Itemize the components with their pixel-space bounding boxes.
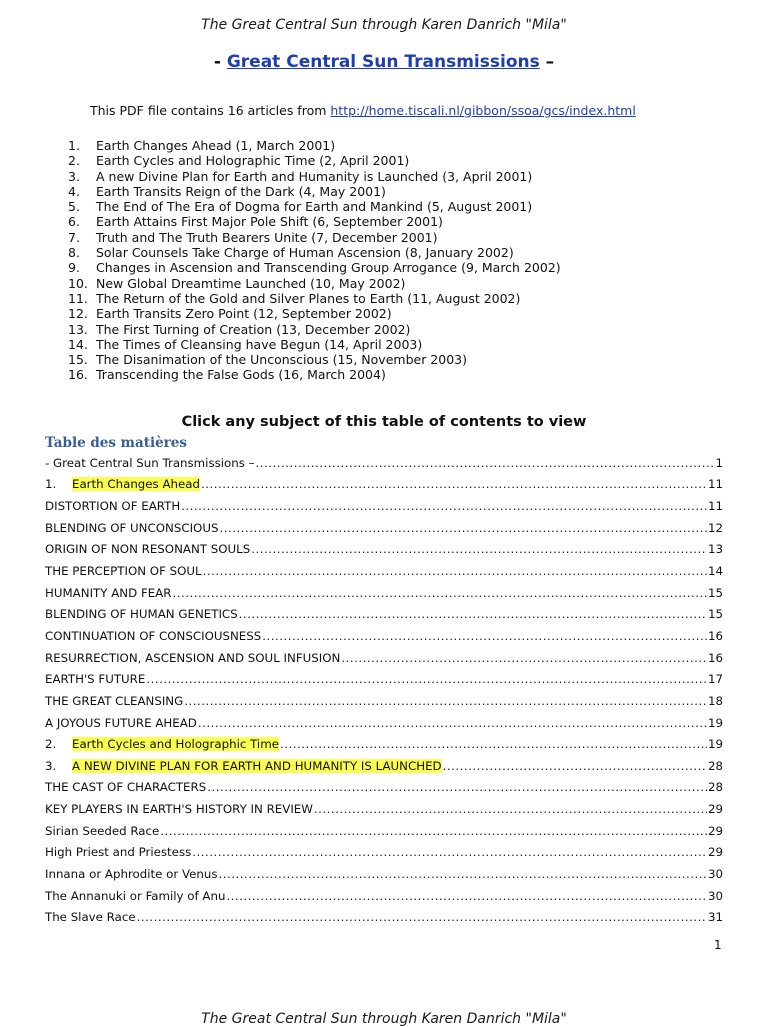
article-list-item xyxy=(68,153,561,168)
toc-entry-page: 19 xyxy=(707,737,723,752)
toc-entry[interactable] xyxy=(45,647,723,669)
toc-entry[interactable] xyxy=(45,863,723,885)
toc-entry-title[interactable]: High Priest and Priestess xyxy=(45,845,192,860)
toc-entry-page: 30 xyxy=(707,866,723,881)
article-title: Changes in Ascension and Transcending Group Arrogance (9, March 2002) xyxy=(96,260,561,276)
article-number: 15. xyxy=(68,352,88,368)
toc-entry[interactable] xyxy=(45,798,723,820)
toc-entry-title[interactable]: Innana or Aphrodite or Venus xyxy=(45,866,218,881)
toc-entry[interactable] xyxy=(45,906,723,928)
article-number: 14. xyxy=(68,336,88,352)
toc-entry-page: 1 xyxy=(715,455,723,470)
article-list-item xyxy=(68,322,561,337)
toc-entry-page: 31 xyxy=(707,910,723,925)
toc-entry-title[interactable]: A NEW DIVINE PLAN FOR EARTH AND HUMANITY IS LAUNCHED xyxy=(72,758,442,773)
page-number: 1 xyxy=(714,938,722,952)
toc-leader-dots xyxy=(201,477,707,491)
article-title: Earth Transits Reign of the Dark (4, May 2001) xyxy=(96,183,386,199)
toc-leader-dots xyxy=(251,542,707,556)
article-list-item xyxy=(68,230,561,245)
article-number: 2. xyxy=(68,153,80,169)
toc-entry-title[interactable]: Earth Changes Ahead xyxy=(72,477,200,492)
toc-entry-page: 11 xyxy=(707,477,723,492)
toc-leader-dots xyxy=(219,521,707,535)
toc-leader-dots xyxy=(146,672,707,686)
page-header-next: The Great Central Sun through Karen Danrich "Mila" xyxy=(201,1011,567,1027)
toc-entry-number: 3. xyxy=(45,758,57,773)
title-link[interactable]: Great Central Sun Transmissions xyxy=(226,52,540,72)
article-number: 8. xyxy=(68,245,80,261)
toc-entry-number: 1. xyxy=(45,477,57,492)
toc-entry-title[interactable]: THE PERCEPTION OF SOUL xyxy=(45,564,202,579)
article-title: The End of The Era of Dogma for Earth and Mankind (5, August 2001) xyxy=(96,199,533,215)
toc-entry-page: 15 xyxy=(707,585,723,600)
toc-entry-page: 17 xyxy=(707,672,723,687)
toc-leader-dots xyxy=(198,716,707,730)
toc-entry-page: 28 xyxy=(707,780,723,795)
toc-entry-page: 11 xyxy=(707,499,723,514)
article-title: A new Divine Plan for Earth and Humanity is Launched (3, April 2001) xyxy=(96,168,533,184)
article-number: 13. xyxy=(68,321,88,337)
toc-entry-page: 28 xyxy=(707,758,723,773)
toc-entry[interactable] xyxy=(45,517,723,539)
toc-entry-page: 16 xyxy=(707,650,723,665)
article-title: Truth and The Truth Bearers Unite (7, December 2001) xyxy=(96,229,438,245)
toc-entry-title[interactable]: The Annanuki or Family of Anu xyxy=(45,888,226,903)
toc-entry-title[interactable]: BLENDING OF HUMAN GENETICS xyxy=(45,607,238,622)
toc-entry-number: 2. xyxy=(45,737,57,752)
toc-entry[interactable] xyxy=(45,474,723,496)
toc-entry-title[interactable]: RESURRECTION, ASCENSION AND SOUL INFUSION xyxy=(45,650,341,665)
toc-entry[interactable] xyxy=(45,582,723,604)
toc-entry-page: 14 xyxy=(707,564,723,579)
toc-entry-page: 18 xyxy=(707,693,723,708)
toc-leader-dots xyxy=(262,629,707,643)
article-list-item xyxy=(68,184,561,199)
article-list-item xyxy=(68,352,561,367)
toc-entry-page: 30 xyxy=(707,888,723,903)
toc-entry-page: 29 xyxy=(707,823,723,838)
article-title: Earth Cycles and Holographic Time (2, April 2001) xyxy=(96,153,410,169)
toc-entry[interactable] xyxy=(45,452,723,474)
article-number: 16. xyxy=(68,367,88,383)
toc-entry-title[interactable]: THE CAST OF CHARACTERS xyxy=(45,780,207,795)
toc-leader-dots xyxy=(239,607,707,621)
article-list-item xyxy=(68,138,561,153)
toc-leader-dots xyxy=(160,824,707,838)
article-title: The Times of Cleansing have Begun (14, April 2003) xyxy=(96,336,423,352)
article-list-item xyxy=(68,245,561,260)
toc-entry[interactable] xyxy=(45,539,723,561)
article-title: Transcending the False Gods (16, March 2004) xyxy=(96,367,386,383)
toc-entry[interactable] xyxy=(45,603,723,625)
toc-title: Table des matières xyxy=(45,435,187,451)
intro-sentence: This PDF file contains 16 articles from xyxy=(90,103,331,118)
toc-entry-title[interactable]: The Slave Race xyxy=(45,910,136,925)
article-list-item xyxy=(68,214,561,229)
toc-entry-page: 29 xyxy=(707,802,723,817)
toc-entry-page: 29 xyxy=(707,845,723,860)
toc-leader-dots xyxy=(181,499,707,513)
toc-leader-dots xyxy=(226,889,707,903)
article-list-item xyxy=(68,291,561,306)
article-list-item xyxy=(68,337,561,352)
toc-leader-dots xyxy=(207,780,707,794)
toc-entry-page: 15 xyxy=(707,607,723,622)
article-list-item xyxy=(68,260,561,275)
article-number: 6. xyxy=(68,214,80,230)
article-list-item xyxy=(68,169,561,184)
toc-leader-dots xyxy=(256,456,715,470)
article-title: The Disanimation of the Unconscious (15, November 2003) xyxy=(96,352,467,368)
toc-entry-page: 19 xyxy=(707,715,723,730)
article-list-item xyxy=(68,199,561,214)
toc-entry-title[interactable]: EARTH'S FUTURE xyxy=(45,672,146,687)
article-number: 11. xyxy=(68,290,88,306)
toc-entry[interactable] xyxy=(45,668,723,690)
toc-entry[interactable] xyxy=(45,712,723,734)
toc-entry[interactable] xyxy=(45,842,723,864)
toc-leader-dots xyxy=(137,910,707,924)
toc-entry-title[interactable]: Sirian Seeded Race xyxy=(45,823,160,838)
toc-instruction: Click any subject of this table of contents to view xyxy=(181,414,587,430)
intro-text xyxy=(90,103,636,118)
article-number: 9. xyxy=(68,260,80,276)
toc-entry[interactable] xyxy=(45,625,723,647)
title-suffix: – xyxy=(539,52,555,72)
toc-entry[interactable] xyxy=(45,755,723,777)
article-list-item xyxy=(68,367,561,382)
toc-entry-title[interactable]: HUMANITY AND FEAR xyxy=(45,585,172,600)
toc-entry-title[interactable]: Earth Cycles and Holographic Time xyxy=(72,737,279,752)
toc-leader-dots xyxy=(192,845,707,859)
toc-leader-dots xyxy=(341,651,707,665)
toc-entry-title[interactable]: KEY PLAYERS IN EARTH'S HISTORY IN REVIEW xyxy=(45,802,313,817)
source-url-link[interactable]: http://home.tiscali.nl/gibbon/ssoa/gcs/index.html xyxy=(330,103,636,118)
toc-entry-title[interactable]: ORIGIN OF NON RESONANT SOULS xyxy=(45,542,251,557)
toc-entry[interactable] xyxy=(45,733,723,755)
article-number: 1. xyxy=(68,138,80,153)
toc-entry[interactable] xyxy=(45,560,723,582)
article-title: Solar Counsels Take Charge of Human Ascension (8, January 2002) xyxy=(96,245,514,261)
document-title xyxy=(0,52,768,72)
article-list-item xyxy=(68,276,561,291)
toc-leader-dots xyxy=(280,737,707,751)
toc-entry[interactable] xyxy=(45,690,723,712)
toc-entry-title[interactable]: BLENDING OF UNCONSCIOUS xyxy=(45,520,219,535)
article-title: Earth Attains First Major Pole Shift (6, September 2001) xyxy=(96,214,443,230)
toc-entry[interactable] xyxy=(45,495,723,517)
toc-entry-title[interactable]: - Great Central Sun Transmissions – xyxy=(45,455,255,470)
article-number: 7. xyxy=(68,229,80,245)
article-title: Earth Transits Zero Point (12, September 2002) xyxy=(96,306,392,322)
toc-leader-dots xyxy=(314,802,707,816)
toc-leader-dots xyxy=(184,694,707,708)
article-number: 5. xyxy=(68,199,80,215)
toc-entry[interactable] xyxy=(45,885,723,907)
article-title: The First Turning of Creation (13, December 2002) xyxy=(96,321,411,337)
article-title: New Global Dreamtime Launched (10, May 2002) xyxy=(96,275,406,291)
title-prefix: - xyxy=(213,52,227,72)
article-list xyxy=(68,138,561,383)
toc-entry-title[interactable]: THE GREAT CLEANSING xyxy=(45,693,184,708)
toc-entry[interactable] xyxy=(45,777,723,799)
article-list-item xyxy=(68,306,561,321)
toc-entry-title[interactable]: CONTINUATION OF CONSCIOUSNESS xyxy=(45,628,262,643)
toc-entry-page: 16 xyxy=(707,628,723,643)
article-number: 3. xyxy=(68,168,80,184)
article-number: 4. xyxy=(68,183,80,199)
toc-entry-title[interactable]: DISTORTION OF EARTH xyxy=(45,499,181,514)
toc-entry-page: 12 xyxy=(707,520,723,535)
table-of-contents xyxy=(45,452,723,928)
toc-leader-dots xyxy=(172,586,707,600)
page-header: The Great Central Sun through Karen Danrich "Mila" xyxy=(201,17,567,33)
article-title: Earth Changes Ahead (1, March 2001) xyxy=(96,138,336,153)
article-number: 12. xyxy=(68,306,88,322)
toc-entry-title[interactable]: A JOYOUS FUTURE AHEAD xyxy=(45,715,197,730)
article-number: 10. xyxy=(68,275,88,291)
toc-entry-page: 13 xyxy=(707,542,723,557)
toc-leader-dots xyxy=(203,564,707,578)
toc-leader-dots xyxy=(443,759,707,773)
toc-leader-dots xyxy=(219,867,707,881)
article-title: The Return of the Gold and Silver Planes to Earth (11, August 2002) xyxy=(96,290,521,306)
toc-entry[interactable] xyxy=(45,820,723,842)
